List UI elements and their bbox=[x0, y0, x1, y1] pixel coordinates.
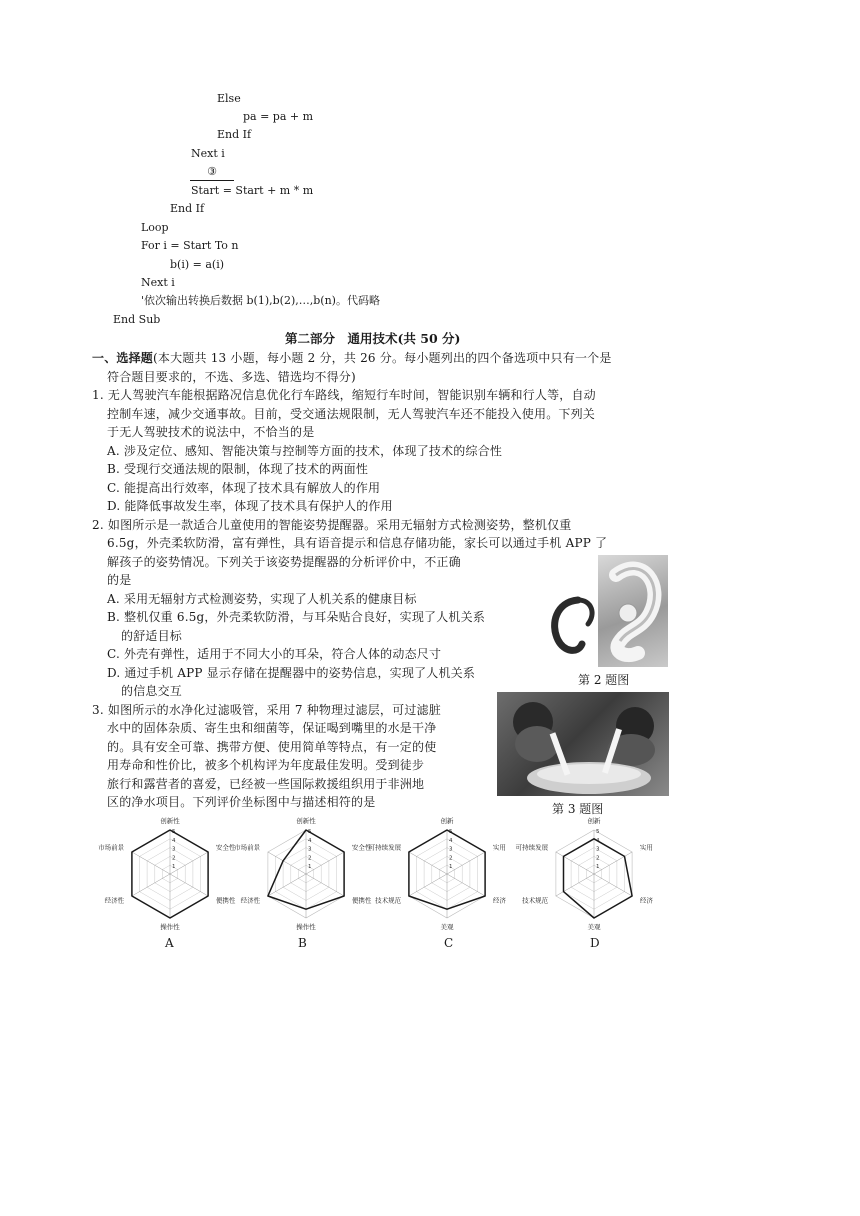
radar-scale-label: 2 bbox=[596, 855, 600, 862]
radar-spoke bbox=[409, 852, 447, 874]
option-c: C. 能提高出行效率，体现了技术具有解放人的作用 bbox=[107, 481, 381, 495]
code-line: pa = pa + m bbox=[243, 110, 314, 123]
radar-axis-label: 技术规范 bbox=[375, 896, 402, 905]
radar-scale-label: 5 bbox=[596, 829, 600, 835]
radar-axis-label: 实用 bbox=[492, 843, 506, 852]
radar-scale-label: 2 bbox=[172, 855, 176, 862]
radar-scale-label: 2 bbox=[308, 855, 312, 862]
code-line: Next i bbox=[191, 147, 225, 160]
option-c: C. 外壳有弹性，适用于不同大小的耳朵，符合人体的动态尺寸 bbox=[107, 647, 442, 661]
radar-axis-label: 技术规范 bbox=[522, 896, 549, 905]
question-text: 3. 如图所示的水净化过滤吸管，采用 7 种物理过滤层，可过滤脏 bbox=[92, 703, 441, 717]
radar-option-letter: A bbox=[165, 936, 174, 950]
radar-scale-label: 1 bbox=[596, 864, 600, 871]
radar-chart-a bbox=[100, 812, 240, 937]
code-line: Next i bbox=[141, 276, 175, 289]
radar-spoke bbox=[556, 874, 594, 896]
radar-scale-label: 4 bbox=[449, 837, 453, 844]
code-comment: '依次输出转换后数据 b(1),b(2),…,b(n)。代码略 bbox=[141, 294, 380, 307]
radar-spoke bbox=[447, 874, 485, 896]
radar-axis-label: 安全性 bbox=[215, 843, 236, 852]
option-d-cont: 的信息交互 bbox=[121, 684, 183, 698]
option-b: B. 受现行交通法规的限制，体现了技术的两面性 bbox=[107, 462, 369, 476]
radar-scale-label: 1 bbox=[449, 864, 453, 871]
radar-scale-label: 3 bbox=[172, 846, 176, 853]
option-d: D. 通过手机 APP 显示存储在提醒器中的姿势信息，实现了人机关系 bbox=[107, 666, 476, 680]
radar-axis-label: 实用 bbox=[639, 843, 653, 852]
radar-scale-label: 5 bbox=[449, 829, 453, 835]
radar-axis-label: 经济 bbox=[492, 896, 506, 905]
question-text: 控制车速，减少交通事故。目前，受交通法规限制，无人驾驶汽车还不能投入使用。下列关 bbox=[107, 407, 596, 421]
code-line: End Sub bbox=[113, 313, 161, 326]
radar-axis-label: 操作性 bbox=[160, 923, 180, 931]
radar-chart-b bbox=[236, 812, 376, 937]
radar-spoke bbox=[556, 852, 594, 874]
radar-spoke bbox=[306, 852, 344, 874]
option-a: A. 采用无辐射方式检测姿势，实现了人机关系的健康目标 bbox=[107, 592, 417, 606]
radar-axis-label: 可持续发展 bbox=[368, 843, 402, 852]
radar-scale-label: 5 bbox=[172, 829, 176, 835]
radar-scale-label: 3 bbox=[449, 846, 453, 853]
radar-axis-label: 美观 bbox=[587, 923, 601, 931]
radar-option-letter: B bbox=[298, 936, 307, 950]
radar-axis-label: 可持续发展 bbox=[515, 843, 549, 852]
radar-axis-label: 便携性 bbox=[215, 896, 236, 905]
radar-spoke bbox=[306, 874, 344, 896]
radar-axis-label: 创新性 bbox=[296, 817, 316, 825]
code-line: End If bbox=[170, 202, 205, 215]
radar-scale-label: 4 bbox=[596, 837, 600, 844]
ear-hook-icon bbox=[548, 590, 600, 662]
figure-3-caption: 第 3 题图 bbox=[552, 802, 604, 816]
radar-spoke bbox=[132, 874, 170, 896]
radar-spoke bbox=[268, 874, 306, 896]
radar-scale-label: 1 bbox=[308, 864, 312, 871]
question-text: 于无人驾驶技术的说法中，不恰当的是 bbox=[107, 425, 315, 439]
radar-spoke bbox=[594, 874, 632, 896]
radar-scale-label: 3 bbox=[308, 846, 312, 853]
answer-blank-3: ③ bbox=[190, 164, 234, 181]
radar-axis-label: 操作性 bbox=[296, 923, 316, 931]
part-heading-line2: 符合题目要求的，不选、多选、错选均不得分) bbox=[107, 370, 356, 384]
part-heading bbox=[92, 349, 612, 366]
option-a: A. 涉及定位、感知、智能决策与控制等方面的技术，体现了技术的综合性 bbox=[107, 444, 503, 458]
option-d: D. 能降低事故发生率，体现了技术具有保护人的作用 bbox=[107, 499, 393, 513]
radar-axis-label: 创新 bbox=[587, 817, 601, 825]
section-title: 第二部分 通用技术(共 50 分) bbox=[285, 331, 461, 346]
option-b-cont: 的舒适目标 bbox=[121, 629, 183, 643]
radar-scale-label: 5 bbox=[308, 829, 312, 835]
question-text: 旅行和露营者的喜爱，已经被一些国际救援组织用于非洲地 bbox=[107, 777, 425, 791]
radar-spoke bbox=[132, 852, 170, 874]
radar-axis-label: 经济性 bbox=[104, 896, 125, 905]
code-line: End If bbox=[217, 128, 252, 141]
code-line: For i = Start To n bbox=[141, 239, 239, 252]
code-line: Start = Start + m * m bbox=[191, 184, 314, 197]
posture-reminder-photo bbox=[598, 555, 668, 667]
question-text: 6.5g，外壳柔软防滑，富有弹性，具有语音提示和信息存储功能，家长可以通过手机 APP 了 bbox=[107, 536, 608, 550]
radar-scale-label: 3 bbox=[596, 846, 600, 853]
radar-scale-label: 4 bbox=[172, 837, 176, 844]
radar-scale-label: 2 bbox=[449, 855, 453, 862]
question-text: 水中的固体杂质、寄生虫和细菌等，保证喝到嘴里的水是干净 bbox=[107, 721, 437, 735]
question-text: 2. 如图所示是一款适合儿童使用的智能姿势提醒器。采用无辐射方式检测姿势，整机仅重 bbox=[92, 518, 572, 532]
radar-axis-label: 市场前景 bbox=[98, 843, 125, 852]
question-text: 区的净水项目。下列评价坐标图中与描述相符的是 bbox=[107, 795, 376, 809]
radar-option-letter: C bbox=[444, 936, 454, 950]
radar-axis-label: 安全性 bbox=[351, 843, 372, 852]
radar-chart-d bbox=[515, 812, 664, 937]
part-heading-text: (本大题共 13 小题，每小题 2 分，共 26 分。每小题列出的四个备选项中只有一个是 bbox=[153, 351, 612, 365]
question-text: 的是 bbox=[107, 573, 132, 587]
code-line: Loop bbox=[141, 221, 169, 234]
question-text: 解孩子的姿势情况。下列关于该姿势提醒器的分析评价中，不正确 bbox=[107, 555, 461, 569]
water-filter-straw-photo bbox=[497, 692, 669, 796]
radar-spoke bbox=[170, 852, 208, 874]
radar-option-letter: D bbox=[590, 936, 600, 950]
radar-spoke bbox=[409, 874, 447, 896]
radar-scale-label: 4 bbox=[308, 837, 312, 844]
radar-axis-label: 市场前景 bbox=[234, 843, 261, 852]
code-line: b(i) = a(i) bbox=[170, 258, 225, 271]
question-text: 用寿命和性价比，被多个机构评为年度最佳发明。受到徒步 bbox=[107, 758, 425, 772]
option-b: B. 整机仅重 6.5g，外壳柔软防滑，与耳朵贴合良好，实现了人机关系 bbox=[107, 610, 486, 624]
radar-spoke bbox=[447, 852, 485, 874]
question-text: 1. 无人驾驶汽车能根据路况信息优化行车路线，缩短行车时间，智能识别车辆和行人等，自动 bbox=[92, 388, 596, 402]
radar-axis-label: 经济性 bbox=[240, 896, 261, 905]
code-line: Else bbox=[217, 92, 241, 105]
figure-2-caption: 第 2 题图 bbox=[578, 673, 630, 687]
part-heading-label: 一、选择题 bbox=[92, 351, 154, 365]
radar-chart-c bbox=[368, 812, 517, 937]
radar-axis-label: 便携性 bbox=[351, 896, 372, 905]
radar-axis-label: 创新 bbox=[440, 817, 454, 825]
radar-scale-label: 1 bbox=[172, 864, 176, 871]
radar-spoke bbox=[170, 874, 208, 896]
radar-axis-label: 创新性 bbox=[160, 817, 180, 825]
radar-axis-label: 美观 bbox=[440, 923, 454, 931]
radar-axis-label: 经济 bbox=[639, 896, 653, 905]
question-text: 的。具有安全可靠、携带方便、使用简单等特点，有一定的使 bbox=[107, 740, 437, 754]
